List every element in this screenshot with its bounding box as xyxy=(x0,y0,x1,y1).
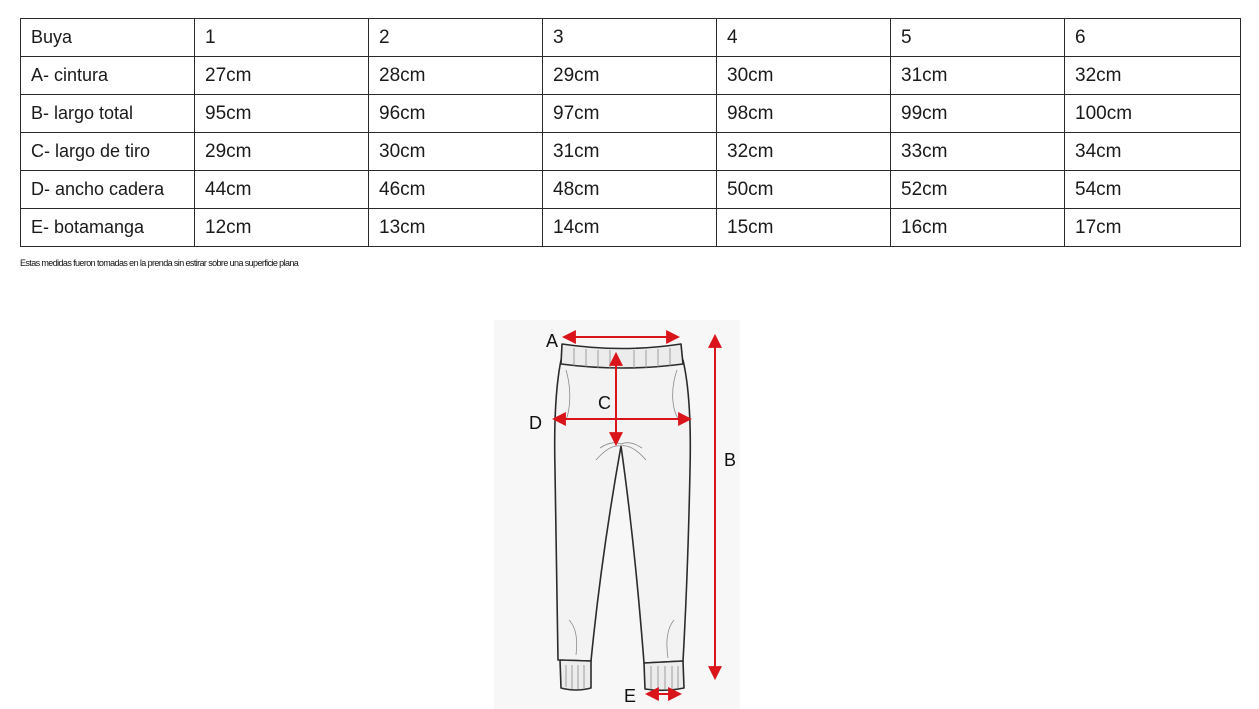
table-cell: 15cm xyxy=(717,209,891,247)
table-header-row xyxy=(21,19,1241,57)
table-cell: 29cm xyxy=(543,57,717,95)
table-row xyxy=(21,171,1241,209)
header-cell: 3 xyxy=(543,19,717,57)
table-cell: 48cm xyxy=(543,171,717,209)
table-cell: 14cm xyxy=(543,209,717,247)
table-cell: 32cm xyxy=(717,133,891,171)
table-cell: 16cm xyxy=(891,209,1065,247)
table-row xyxy=(21,57,1241,95)
table-cell: 100cm xyxy=(1065,95,1241,133)
pants-measurement-diagram xyxy=(494,320,740,709)
table-cell: 54cm xyxy=(1065,171,1241,209)
header-cell: 6 xyxy=(1065,19,1241,57)
measure-label-c: C xyxy=(598,393,611,413)
table-cell: 46cm xyxy=(369,171,543,209)
table-cell: 13cm xyxy=(369,209,543,247)
size-chart-table xyxy=(20,18,1241,247)
table-cell: 12cm xyxy=(195,209,369,247)
header-cell: 5 xyxy=(891,19,1065,57)
table-cell: 32cm xyxy=(1065,57,1241,95)
table-cell: 96cm xyxy=(369,95,543,133)
table-cell: 31cm xyxy=(543,133,717,171)
measure-label-d: D xyxy=(529,413,542,433)
table-row xyxy=(21,95,1241,133)
row-label: E- botamanga xyxy=(21,209,195,247)
table-cell: 33cm xyxy=(891,133,1065,171)
row-label: D- ancho cadera xyxy=(21,171,195,209)
measure-label-a: A xyxy=(546,331,559,351)
header-cell: Buya xyxy=(21,19,195,57)
table-cell: 27cm xyxy=(195,57,369,95)
table-cell: 97cm xyxy=(543,95,717,133)
table-cell: 30cm xyxy=(717,57,891,95)
row-label: C- largo de tiro xyxy=(21,133,195,171)
table-row xyxy=(21,133,1241,171)
header-cell: 4 xyxy=(717,19,891,57)
table-cell: 52cm xyxy=(891,171,1065,209)
measure-label-b: B xyxy=(724,450,737,470)
header-cell: 2 xyxy=(369,19,543,57)
row-label: B- largo total xyxy=(21,95,195,133)
table-row xyxy=(21,209,1241,247)
table-cell: 31cm xyxy=(891,57,1065,95)
table-cell: 28cm xyxy=(369,57,543,95)
row-label: A- cintura xyxy=(21,57,195,95)
measurement-note: Estas medidas fueron tomadas en la prenda sin estirar sobre una superficie plana xyxy=(20,258,299,268)
measure-label-e: E xyxy=(624,686,637,706)
header-cell: 1 xyxy=(195,19,369,57)
table-cell: 95cm xyxy=(195,95,369,133)
table-cell: 34cm xyxy=(1065,133,1241,171)
table-cell: 50cm xyxy=(717,171,891,209)
table-cell: 30cm xyxy=(369,133,543,171)
table-cell: 98cm xyxy=(717,95,891,133)
table-cell: 29cm xyxy=(195,133,369,171)
table-cell: 44cm xyxy=(195,171,369,209)
table-cell: 17cm xyxy=(1065,209,1241,247)
table-cell: 99cm xyxy=(891,95,1065,133)
